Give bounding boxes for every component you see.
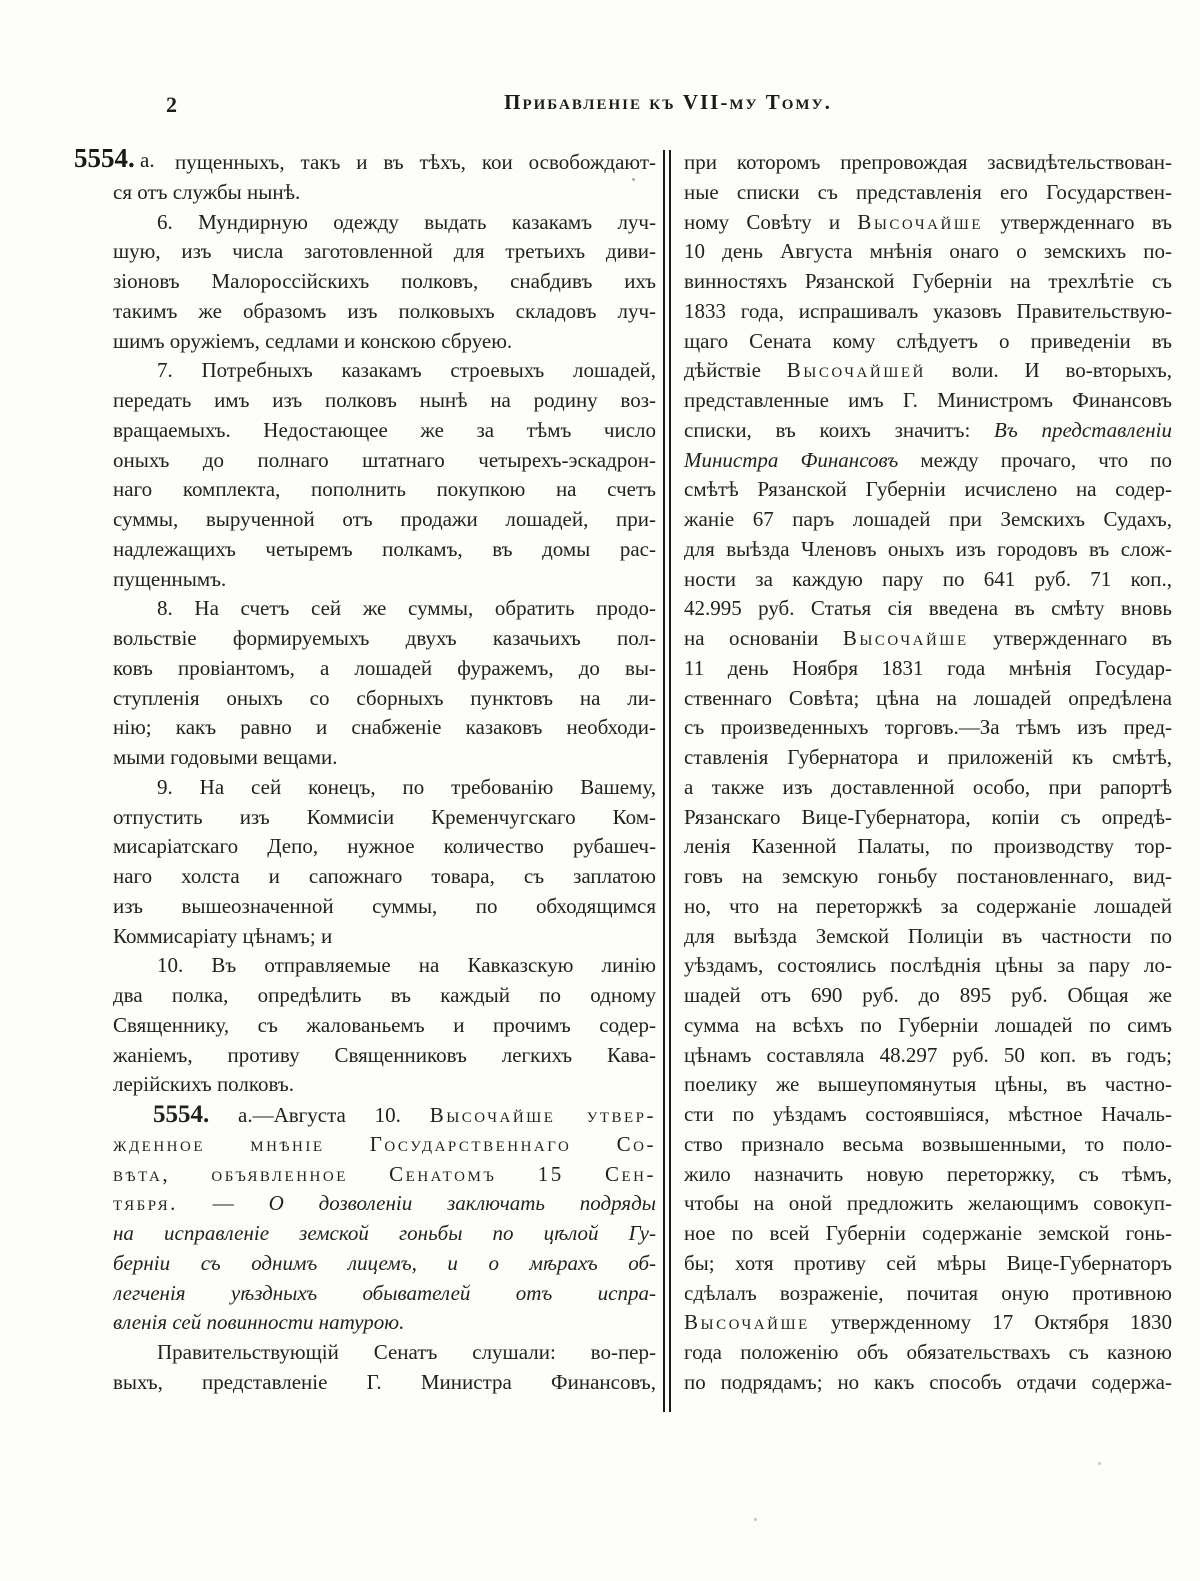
body-text: цѣнамъ составляла 48.297 руб. 50 коп. въ годъ; (684, 1042, 1172, 1067)
text-line (684, 803, 1172, 833)
body-text: Рязанскаго Вице-Губернатора, копіи съ опредѣ- (684, 804, 1172, 829)
text-line (684, 148, 1172, 178)
smallcaps-text: Высочайше утвер- (429, 1103, 656, 1127)
body-text: ленія Казенной Палаты, по производству тор- (684, 834, 1172, 859)
article-number: 5554. (74, 143, 135, 173)
body-text: 10 день Августа мнѣнія онаго о земскихъ по- (684, 239, 1172, 264)
text-line (113, 773, 656, 803)
text-line (684, 446, 1172, 476)
italic-text: на исправленіе земской гоньбы по цѣлой Гу- (113, 1221, 656, 1245)
body-text: нію; какъ равно и снабженіе казаковъ необходи- (113, 715, 656, 740)
body-text: ступленія оныхъ со сборныхъ пунктовъ на ли- (113, 685, 656, 710)
text-line (113, 684, 656, 714)
body-text: списки, въ коихъ значитъ: (684, 417, 995, 442)
bold-number: 5554. (153, 1101, 210, 1128)
body-text: для выѣзда Членовъ оныхъ изъ городовъ въ слож- (684, 536, 1172, 561)
text-line (113, 178, 656, 208)
text-line (684, 1279, 1172, 1309)
body-text: лерійскихъ полковъ. (113, 1072, 295, 1097)
text-line (684, 297, 1172, 327)
body-text: надлежащихъ четыремъ полкамъ, въ домы рас- (113, 536, 656, 561)
body-text: пущеннымъ. (113, 566, 227, 591)
article-number-suffix: а. (134, 148, 155, 172)
text-line (684, 1160, 1172, 1190)
body-text: винностяхъ Рязанской Губерніи на трехлѣтіе съ (684, 269, 1172, 293)
text-line (684, 684, 1172, 714)
text-line (684, 1219, 1172, 1249)
text-line (684, 594, 1172, 624)
text-line (684, 654, 1172, 684)
text-line (113, 535, 656, 565)
body-text: а.—Августа 10. (209, 1103, 430, 1127)
text-line (113, 1041, 656, 1071)
text-line (113, 505, 656, 535)
text-line (684, 1308, 1172, 1338)
body-text: суммы, вырученной отъ продажи лошадей, при- (113, 507, 656, 531)
body-text: мыми годовыми вещами. (113, 745, 338, 769)
body-text: 6. Мундирную одежду выдать казакамъ луч- (157, 209, 656, 234)
body-text: ное по всей Губерніи содержаніе земской гонь- (684, 1221, 1172, 1245)
text-line (113, 1219, 656, 1249)
body-text: шимъ оружіемъ, седлами и конскою сбруею. (113, 328, 513, 353)
body-text: наго холста и сапожнаго товара, съ заплатою (113, 864, 656, 888)
body-text: изъ вышеозначенной суммы, по обходящимся (113, 893, 656, 918)
body-text: ставленія Губернатора и приложеній къ смѣтѣ, (684, 745, 1172, 769)
body-text: 9. На сей конецъ, по требованію Вашему, (157, 774, 656, 799)
text-line (113, 1308, 656, 1338)
body-text: шадей отъ 690 руб. до 895 руб. Общая же (684, 983, 1172, 1007)
body-text: — (177, 1191, 269, 1216)
right-column-text (684, 148, 1172, 1398)
text-line (684, 237, 1172, 267)
text-line (113, 356, 656, 386)
body-text: ковъ провіантомъ, а лошадей фуражемъ, до вы- (113, 655, 656, 680)
text-line (113, 654, 656, 684)
body-text: отпустить изъ Коммисіи Кременчугскаго Ком- (113, 804, 656, 829)
text-line (113, 1130, 656, 1160)
body-text: поелику же вышеупомянутыя цѣны, въ частно- (684, 1072, 1172, 1097)
text-line (113, 1070, 656, 1100)
body-text: щаго Сената кому слѣдуетъ о приведеніи въ (684, 328, 1172, 353)
text-line (113, 208, 656, 238)
text-line (684, 565, 1172, 595)
left-column-text (113, 148, 656, 1398)
text-line (113, 981, 656, 1011)
body-text: 7. Потребныхъ казакамъ строевыхъ лошадей, (157, 358, 656, 383)
text-line (684, 1100, 1172, 1130)
italic-text: О дозволеніи заключать подряды (268, 1191, 656, 1216)
body-text: два полка, опредѣлить въ каждый по одному (113, 983, 656, 1007)
body-text: 8. На счетъ сей же суммы, обратить продо- (157, 596, 656, 621)
running-header: Прибавленіе къ VII-му Тому. (504, 90, 832, 114)
body-text: ственнаго Совѣта; цѣна на лошадей опредѣлена (684, 685, 1172, 710)
body-text: 10. Въ отправляемые на Кавказскую линію (157, 953, 656, 978)
text-line (113, 951, 656, 981)
body-text: Священнику, съ жалованьемъ и прочимъ содер- (113, 1012, 656, 1037)
body-text: между прочаго, что по (898, 447, 1172, 472)
text-line (684, 1041, 1172, 1071)
text-line (684, 505, 1172, 535)
body-text: утвержденному 17 Октября 1830 (809, 1310, 1172, 1335)
text-line (113, 1338, 656, 1368)
body-text: пущенныхъ, такъ и въ тѣхъ, кои освобождают- (175, 150, 656, 174)
body-text: 11 день Ноября 1831 года мнѣнія Государ- (684, 655, 1172, 680)
text-line (113, 1189, 656, 1219)
text-line (113, 1160, 656, 1190)
body-text: зіоновъ Малороссійскихъ полковъ, снабдивъ ихъ (113, 269, 656, 293)
text-line (113, 1249, 656, 1279)
body-text: Правительствующій Сенатъ слушали: во-пер- (157, 1340, 656, 1364)
body-text: мисаріатскаго Депо, нужное количество рубашеч- (113, 834, 656, 859)
text-line (113, 1368, 656, 1398)
italic-text: Министра Финансовъ (684, 447, 899, 472)
column-divider-rule (663, 150, 671, 1412)
body-text: бы; хотя противу сей мѣры Вице-Губернаторъ (684, 1250, 1172, 1275)
text-line (684, 1338, 1172, 1368)
body-text: представленные имъ Г. Министромъ Финансовъ (684, 388, 1172, 412)
text-line (684, 624, 1172, 654)
body-text: утвержденнаго въ (968, 626, 1172, 650)
text-line (113, 1279, 656, 1309)
body-text: утвержденнаго въ (983, 209, 1172, 234)
body-text: 1833 года, испрашивалъ указовъ Правительствую- (684, 298, 1172, 323)
text-line (113, 237, 656, 267)
body-text: жило назначить новую переторжку, съ тѣмъ, (684, 1161, 1172, 1186)
text-line (684, 475, 1172, 505)
text-line (113, 327, 656, 357)
body-text: ство признало весьма возвышенными, то поло- (684, 1131, 1172, 1156)
text-line (113, 297, 656, 327)
scan-speck (754, 1518, 757, 1521)
body-text: на основаніи (684, 626, 843, 650)
text-line (684, 535, 1172, 565)
body-text: воли. И во-вторыхъ, (925, 358, 1172, 383)
text-line (113, 922, 656, 952)
text-line (684, 1189, 1172, 1219)
body-text: шую, изъ числа заготовленной для третьихъ диви- (113, 239, 656, 264)
text-line (684, 1368, 1172, 1398)
text-line (113, 386, 656, 416)
italic-text: легченія уѣздныхъ обывателей отъ испра- (113, 1280, 656, 1305)
smallcaps-text: Высочайше (857, 209, 984, 234)
text-line (684, 208, 1172, 238)
text-line (684, 386, 1172, 416)
smallcaps-text: жденное мнѣніе Государственнаго Со- (113, 1131, 656, 1156)
text-line (684, 862, 1172, 892)
text-line (113, 148, 656, 178)
body-text: года положенію объ обязательствахъ съ казною (684, 1340, 1172, 1364)
text-line (684, 981, 1172, 1011)
text-line (113, 624, 656, 654)
text-line (113, 713, 656, 743)
text-line (684, 922, 1172, 952)
body-text: при которомъ препровождая засвидѣтельствован- (684, 150, 1172, 174)
body-text: наго комплекта, пополнить покупкою на счетъ (113, 477, 656, 502)
body-text: чтобы на оной предложить желающимъ совокуп- (684, 1191, 1172, 1216)
text-line (113, 1011, 656, 1041)
body-text: вращаемыхъ. Недостающее же за тѣмъ число (113, 417, 656, 442)
body-text: сдѣлалъ возраженіе, почитая оную противною (684, 1280, 1172, 1305)
body-text: для выѣзда Земской Полиціи въ частности по (684, 923, 1172, 948)
text-line (113, 832, 656, 862)
smallcaps-text: тября. (113, 1191, 178, 1216)
text-line (684, 1249, 1172, 1279)
scan-speck (1098, 1462, 1101, 1465)
body-text: смѣтѣ Рязанской Губерніи исчислено на содер- (684, 477, 1172, 502)
text-line (113, 416, 656, 446)
text-line (684, 951, 1172, 981)
body-text: 42.995 руб. Статья сія введена въ смѣту вновь (684, 596, 1172, 621)
text-line (684, 356, 1172, 386)
text-line (113, 862, 656, 892)
italic-text: вленія сей повинности натурою. (113, 1310, 405, 1335)
text-line (113, 267, 656, 297)
body-text: такимъ же образомъ изъ полковыхъ складовъ луч- (113, 298, 656, 323)
body-text: ности за каждую пару по 641 руб. 71 коп., (684, 566, 1172, 591)
scan-speck (632, 178, 635, 181)
body-text: передать имъ изъ полковъ нынѣ на родину воз- (113, 388, 656, 412)
smallcaps-text: Высочайше (684, 1310, 810, 1335)
text-line (684, 267, 1172, 297)
text-line (113, 565, 656, 595)
text-line (684, 713, 1172, 743)
smallcaps-text: Высочайше (842, 626, 969, 650)
body-text: ся отъ службы нынѣ. (113, 179, 301, 204)
text-line (684, 327, 1172, 357)
body-text: уѣздамъ, состоялись послѣднія цѣны за пару ло- (684, 953, 1172, 978)
text-line (684, 743, 1172, 773)
body-text: ные списки съ представленія его Государствен- (684, 179, 1172, 204)
page-number: 2 (166, 92, 177, 117)
smallcaps-text: Высочайшей (786, 358, 926, 383)
text-line (113, 892, 656, 922)
smallcaps-text: вѣта, объявленное Сенатомъ 15 Сен- (113, 1161, 656, 1186)
text-line (113, 1100, 656, 1130)
text-line (684, 773, 1172, 803)
text-line (113, 803, 656, 833)
text-line (113, 743, 656, 773)
body-text: сти по уѣздамъ состоявшіяся, мѣстное Началь- (684, 1102, 1172, 1126)
body-text: вольствіе формируемыхъ двухъ казачьихъ пол- (113, 626, 656, 650)
text-line (684, 1070, 1172, 1100)
text-line (684, 1011, 1172, 1041)
body-text: жаніе 67 паръ лошадей при Земскихъ Судахъ, (684, 507, 1172, 531)
text-line (113, 475, 656, 505)
body-text: выхъ, представленіе Г. Министра Финансовъ, (113, 1369, 656, 1394)
body-text: но, что на переторжкѣ за содержаніе лошадей (684, 893, 1172, 918)
text-line (684, 832, 1172, 862)
body-text: сумма на всѣхъ по Губерніи лошадей по симъ (684, 1012, 1172, 1037)
body-text: жаніемъ, противу Священниковъ легкихъ Кава- (113, 1042, 656, 1067)
body-text: Коммисаріату цѣнамъ; и (113, 923, 333, 948)
body-text: говъ на земскую гоньбу постановленнаго, вид- (684, 864, 1172, 888)
body-text: съ произведенныхъ торговъ.—За тѣмъ изъ пред- (684, 715, 1172, 740)
text-line (684, 892, 1172, 922)
body-text: оныхъ до полнаго штатнаго четырехъ-эскадрон- (113, 447, 656, 472)
text-line (684, 178, 1172, 208)
italic-text: Въ представленіи (994, 417, 1172, 442)
body-text: ному Совѣту и (684, 209, 858, 234)
body-text: по подрядамъ; но какъ способъ отдачи содержа- (684, 1369, 1172, 1394)
text-line (684, 1130, 1172, 1160)
body-text: а также изъ доставленной особо, при рапортѣ (684, 774, 1172, 799)
text-line (113, 594, 656, 624)
italic-text: берніи съ однимъ лицемъ, и о мѣрахъ об- (113, 1250, 656, 1275)
text-line (113, 446, 656, 476)
body-text: дѣйствіе (684, 358, 787, 383)
text-line (684, 416, 1172, 446)
